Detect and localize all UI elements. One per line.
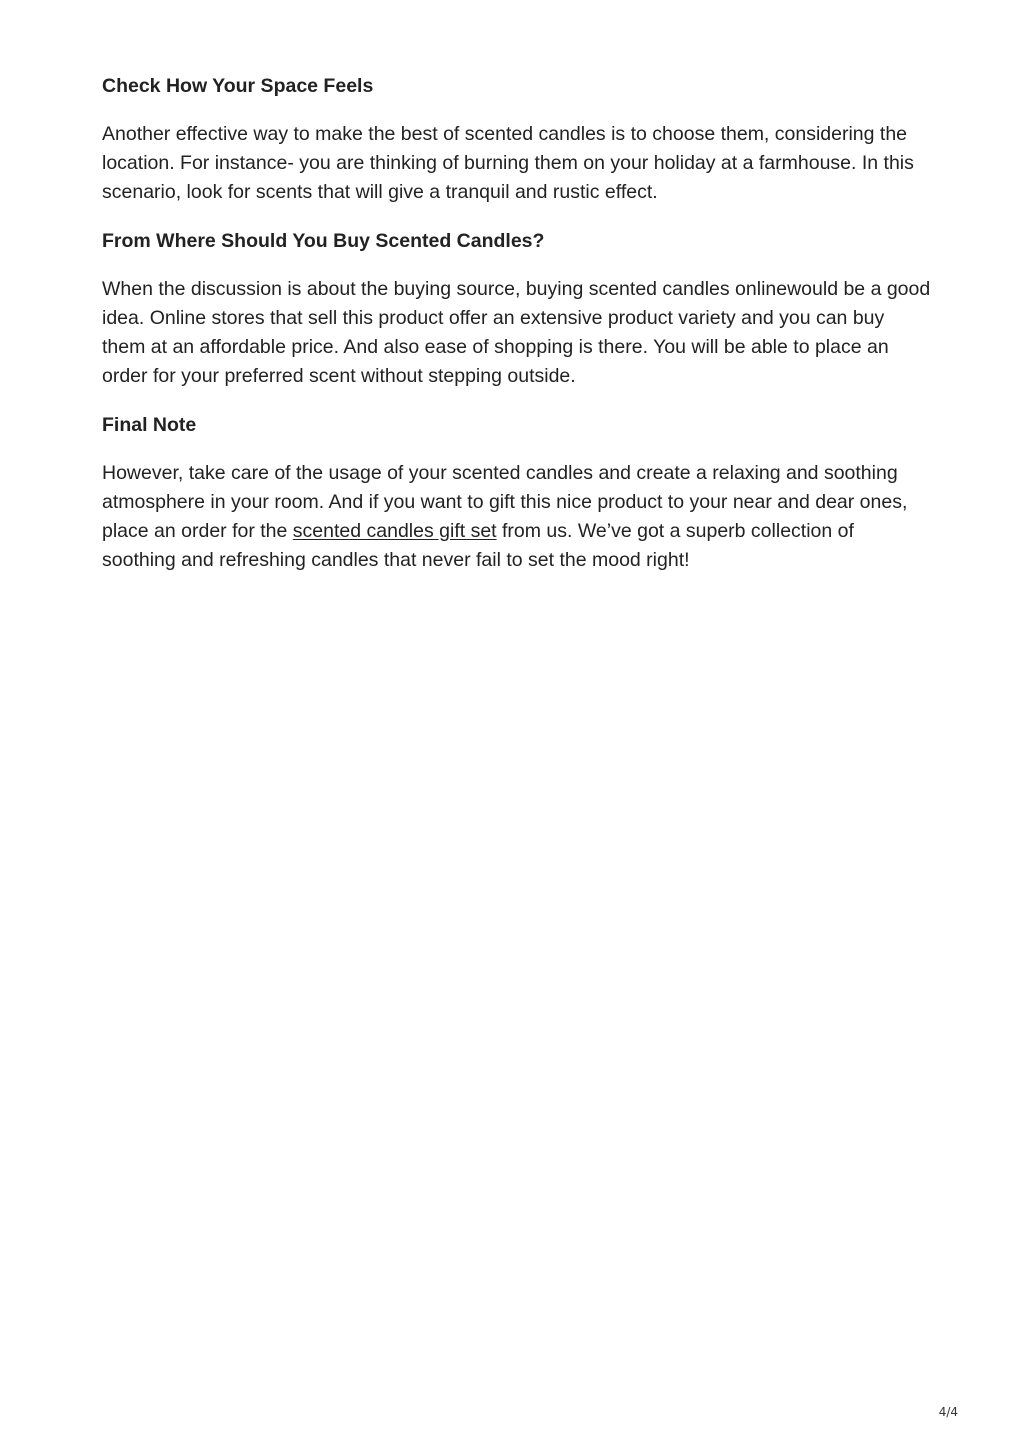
section-paragraph-space-feels: Another effective way to make the best of scented candles is to choose them, considering the location. For instance- you are thinking of burning them on your holiday at a farmhouse. In this scenario, look for scents that will give a tranquil and rustic effect.: [102, 123, 914, 203]
section-paragraph-where-to-buy: When the discussion is about the buying source, buying scented candles onlinewould be a good idea. Online stores that sell this product offer an extensive product variety and you can buy them at an affordable price. And also ease of shopping is there. You will be able to place an order for your preferred scent without stepping outside.: [102, 278, 931, 387]
document-body: [102, 72, 932, 595]
final-note-text-after-link: from us. We’ve got a superb collection of soothing and refreshing candles that never fail to set the mood right!: [102, 520, 854, 571]
gift-set-link[interactable]: scented candles gift set: [292, 520, 497, 542]
section-heading-final-note: Final Note: [102, 414, 197, 436]
final-note-text-before-link: However, take care of the usage of your scented candles and create a relaxing and soothing atmosphere in your room. And if you want to gift this nice product to your near and dear ones, place an order for the: [102, 462, 908, 542]
section-heading-where-to-buy: From Where Should You Buy Scented Candles?: [102, 230, 545, 252]
section-paragraph-final-note: [102, 459, 932, 575]
section-heading-space-feels: Check How Your Space Feels: [102, 75, 374, 97]
page-number: 4/4: [938, 1405, 958, 1419]
